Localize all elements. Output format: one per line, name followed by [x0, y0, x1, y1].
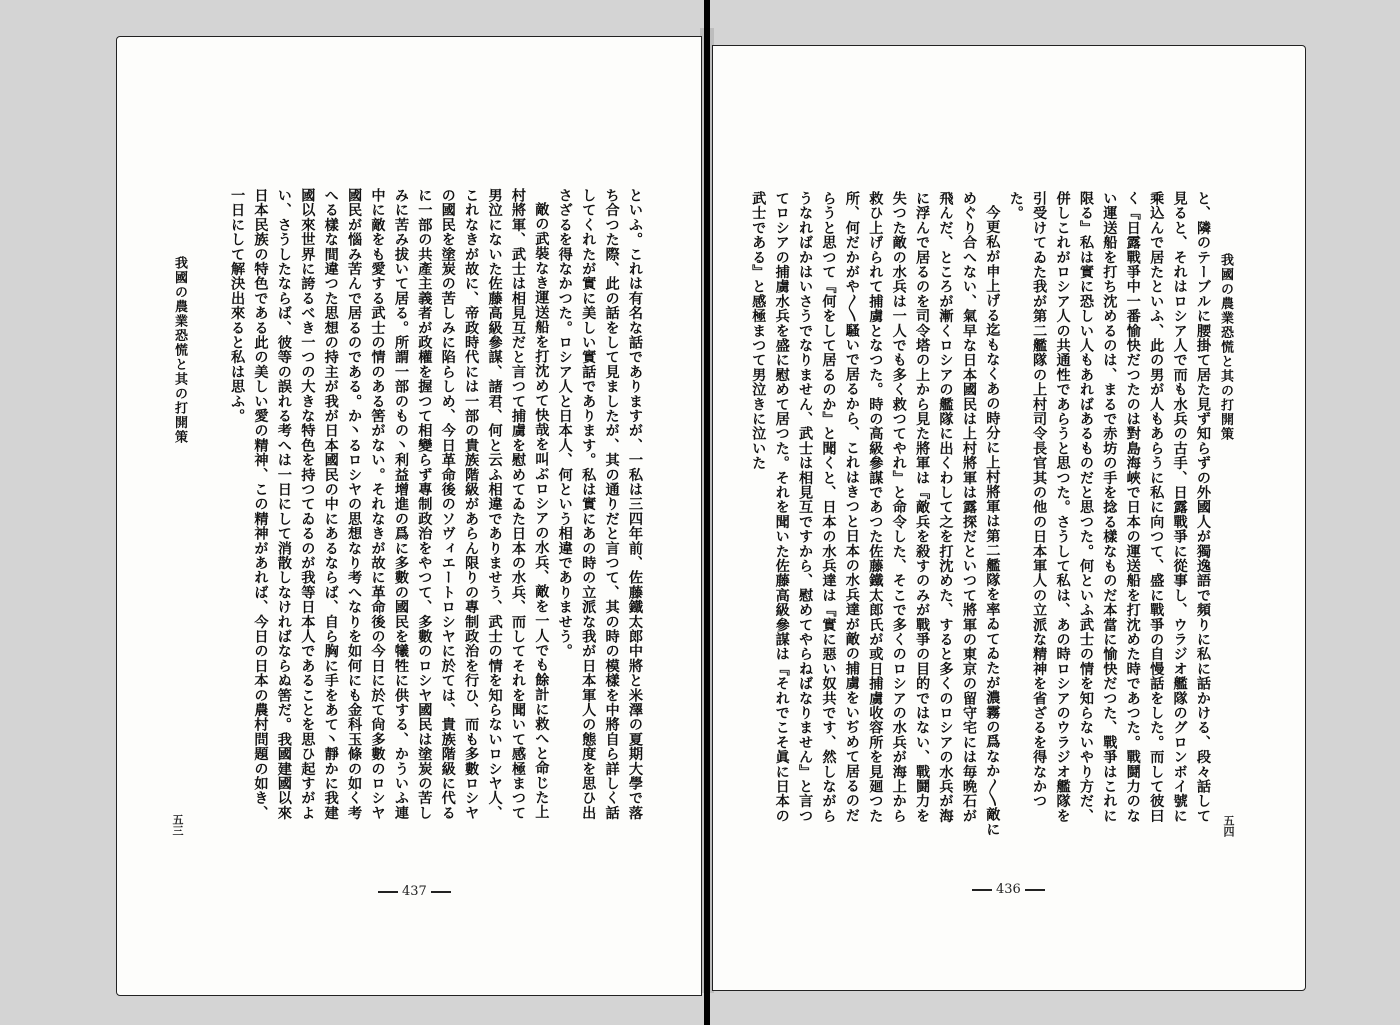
right-page-number-kanji: 五四 — [1222, 815, 1235, 837]
right-paragraph-2: 今更私が申上げる迄もなくあの時分に上村將軍は第二艦隊を率ゐてゐたが濃霧の爲なか〳〵敵にめぐり合へない、氣早な日本國民は上村將軍は露探だといつて將軍の東京の留守宅には毎晩石が飛んだ、ところが漸くロシアの艦隊に出くわして之を打沈めた、すると多くのロシアの水兵が海に浮んで居るのを司令塔の上から見た將軍は『敵兵を殺すのみが戰爭の目的ではない、戰鬪力を失つた敵の水兵は一人でも多く救つてやれ』と命令した、そこで多くのロシアの水兵が海上から救ひ上げられて捕虜となつた。時の高級參謀であつた佐藤鐵太郎氏が或日捕虜收容所を見廻つた所、何だかがや〳〵騷いで居るから、これはきつと日本の水兵達が敵の捕虜をいぢめて居るのだらうと思つて『何をして居るのか』と聞くと、日本の水兵達は『實に惡い奴共です、然しながらうなればかはいさうでなりません、武士は相見互ですから、慰めてやらねばなりません』と言つてロシアの捕虜水兵を盛に慰めて居つた。それを聞いた佐藤高級參謀は『それでこそ眞に日本の武士である』と感極まつて男泣きに泣いた — [750, 191, 1001, 837]
right-running-head: 我國の農業恐慌と其の打開策 — [1218, 253, 1233, 442]
left-page — [116, 36, 702, 996]
left-body-text — [216, 188, 646, 828]
right-folio-number: 436 — [996, 882, 1021, 897]
left-folio-number: 437 — [402, 884, 427, 899]
right-paragraph-1: と、隣のテーブルに腰掛て居た見ず知らずの外國人が獨逸語で頻りに私に話かける、段々話して見ると、それはロシア人で而も水兵の古手、日露戰爭に從事し、ウラジオ艦隊のグロンボイ號に乘込んで居たといふ、此の男が人もあらうに私に向つて、盛に戰爭の自慢話をした。而して彼曰く『日露戰爭中一番愉快だつたのは對島海峽で日本の運送船を打沈めた時であつた。戰鬪力のない運送船を打ち沈めるのは、まるで赤坊の手を捻る樣なものだ本當に愉快だつた、戰爭はこれに限る』私は實に恐しい人もあればあるものだと思つた。何といふ武士の情を知らないやり方だ、併しこれがロシア人の共通性であらうと思つた。さうして私は、あの時ロシアのウラジオ艦隊を引受けてゐた我が第二艦隊の上村司令長官其の他の日本軍人の立派な精神を省ざるを得なかつた。 — [1007, 191, 1211, 824]
right-body-text — [750, 191, 1214, 837]
right-page — [712, 45, 1306, 991]
left-folio — [374, 884, 455, 899]
left-paragraph-1: といふ。これは有名な話でありますが、一私は三四年前、佐藤鐵太郎中將と米澤の夏期大學で落ち合つた際、此の話をして見ましたが、其の通りだと言つて、其の時の模樣を中將自ら詳しく話してくれたが實に美しい實話であります。私は實にあの時の立派な我が日本軍人の態度を思ひ出さざるを得なかつた。ロシア人と日本人、何という相違でありませう。 — [556, 188, 643, 821]
left-running-head: 我國の農業恐慌と其の打開策 — [172, 256, 187, 445]
right-folio — [968, 882, 1049, 897]
binding-gutter — [704, 0, 710, 1025]
left-page-number-kanji: 五三 — [171, 814, 184, 836]
left-paragraph-2: 敵の武裝なき運送船を打沈めて快哉を叫ぶロシアの水兵、敵を一人でも餘計に救へと命じた上村將軍、武士は相見互だと言つて捕虜を慰めてゐた日本の水兵、而してそれを聞いて感極まつて男泣にないた佐藤高級參謀、諸君、何と云ふ相違でありませう、武士の情を知らないロシヤ人、これなきが故に、帝政時代には一部の貴族階級があらん限りの專制政治を行ひ、而も多數ロシヤの國民を塗炭の苦しみに陷らしめ、今日革命後のソヴィエートロシヤに於ては、貴族階級に代るに一部の共產主義者が政權を握つて相變らず專制政治をやつて、多數のロシヤ國民は塗炭の苦しみに苦み拔いて居る。所謂一部のもの丶利益增進の爲に多數の國民を犧牲に供する、かういふ連中に敵をも愛する武士の情のある筈がない。それなきが故に革命後の今日に於て尙多數のロシヤ國民が惱み苦んで居るのである。か丶るロシヤの思想なり考へなりを如何にも金科玉條の如く考へる樣な間違つた思想の持主が我が日本國民の中にあるならば、自ら胸に手をあて丶靜かに我建國以來世界に誇るべき一つの大きな特色を持つてゐるのが我等日本人であることを思ひ起すがよい、さうしたならば、彼等の誤れる考へは一日にして消散しなければならぬ筈だ。我國建國以來日本民族の特色である此の美しい愛の精神、この精神があれば、今日の日本の農村問題の如き、一日にして解決出來ると私は思ふ。 — [229, 188, 550, 821]
